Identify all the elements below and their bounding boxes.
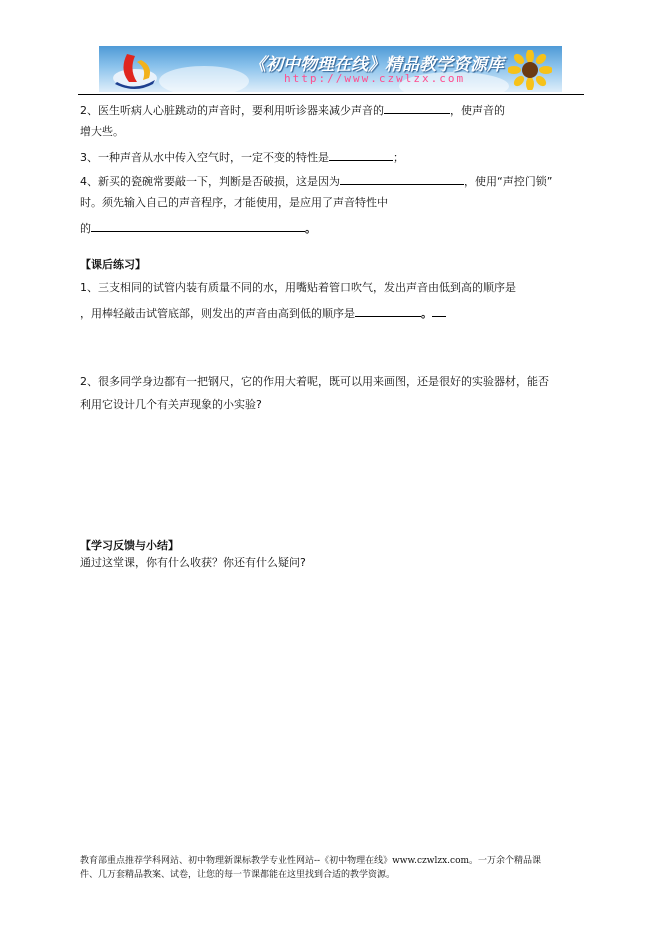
banner-title: 《初中物理在线》精品教学资源库 (249, 55, 504, 75)
site-logo-icon (107, 48, 163, 90)
answer-blank[interactable] (355, 305, 421, 317)
question-4-text: 的 (80, 222, 91, 235)
practice-1-text: ，用棒轻敲击试管底部，则发出的声音由高到低的顺序是 (80, 307, 355, 320)
question-4-line-2 (80, 196, 388, 210)
question-4-text: 时。须先输入自己的声音程序，才能使用，是应用了声音特性中 (80, 196, 388, 209)
answer-blank[interactable] (91, 220, 305, 232)
practice-1-text: 。 (421, 307, 432, 320)
footer-line-2: 件、几万套精品教案、试卷，让您的每一节课都能在这里找到合适的教学资源。 (80, 870, 396, 880)
banner-url[interactable]: http://www.czwlzx.com (284, 72, 466, 85)
question-2-text: ，使声音的 (450, 104, 505, 117)
practice-2-line-1 (80, 375, 549, 389)
header-rule (78, 94, 584, 95)
cloud-decoration (159, 66, 249, 92)
question-4-line-3 (80, 220, 316, 236)
question-4-text: 4、新买的瓷碗常要敲一下，判断是否破损，这是因为 (80, 175, 340, 188)
practice-2-line-2 (80, 398, 262, 412)
question-3-text: ； (393, 151, 404, 164)
header-banner (99, 46, 562, 92)
practice-2-text: 2、很多同学身边都有一把钢尺，它的作用大着呢，既可以用来画图，还是很好的实验器材，能否 (80, 375, 549, 388)
practice-1-line-2 (80, 305, 446, 321)
practice-2-text: 利用它设计几个有关声现象的小实验? (80, 398, 262, 411)
practice-1-line-1 (80, 281, 516, 295)
sunflower-icon (508, 50, 552, 90)
question-4-line-1 (80, 173, 552, 189)
question-2-text: 增大些。 (80, 125, 124, 138)
feedback-question: 通过这堂课，你有什么收获？你还有什么疑问? (80, 556, 306, 569)
question-4-text: ，使用“声控门锁” (464, 175, 553, 188)
practice-1-text: 1、三支相同的试管内装有质量不同的水，用嘴贴着管口吹气，发出声音由低到高的顺序是 (80, 281, 516, 294)
question-3-line (80, 149, 404, 165)
question-2-line-2 (80, 125, 124, 139)
footer-line-1: 教育部重点推荐学科网站、初中物理新课标教学专业性网站--《初中物理在线》www.czwlzx.com。一万余个精品课 (80, 856, 542, 866)
question-4-text: 。 (305, 222, 316, 235)
question-2-line-1 (80, 102, 505, 118)
section-practice-title: 【课后练习】 (80, 258, 146, 271)
answer-blank[interactable] (329, 149, 393, 161)
answer-blank[interactable] (384, 102, 450, 114)
section-feedback-title: 【学习反馈与小结】 (80, 539, 179, 552)
answer-blank[interactable] (432, 305, 446, 317)
question-2-text: 2、医生听病人心脏跳动的声音时，要利用听诊器来减少声音的 (80, 104, 384, 117)
question-3-text: 3、一种声音从水中传入空气时，一定不变的特性是 (80, 151, 329, 164)
answer-blank[interactable] (340, 173, 464, 185)
